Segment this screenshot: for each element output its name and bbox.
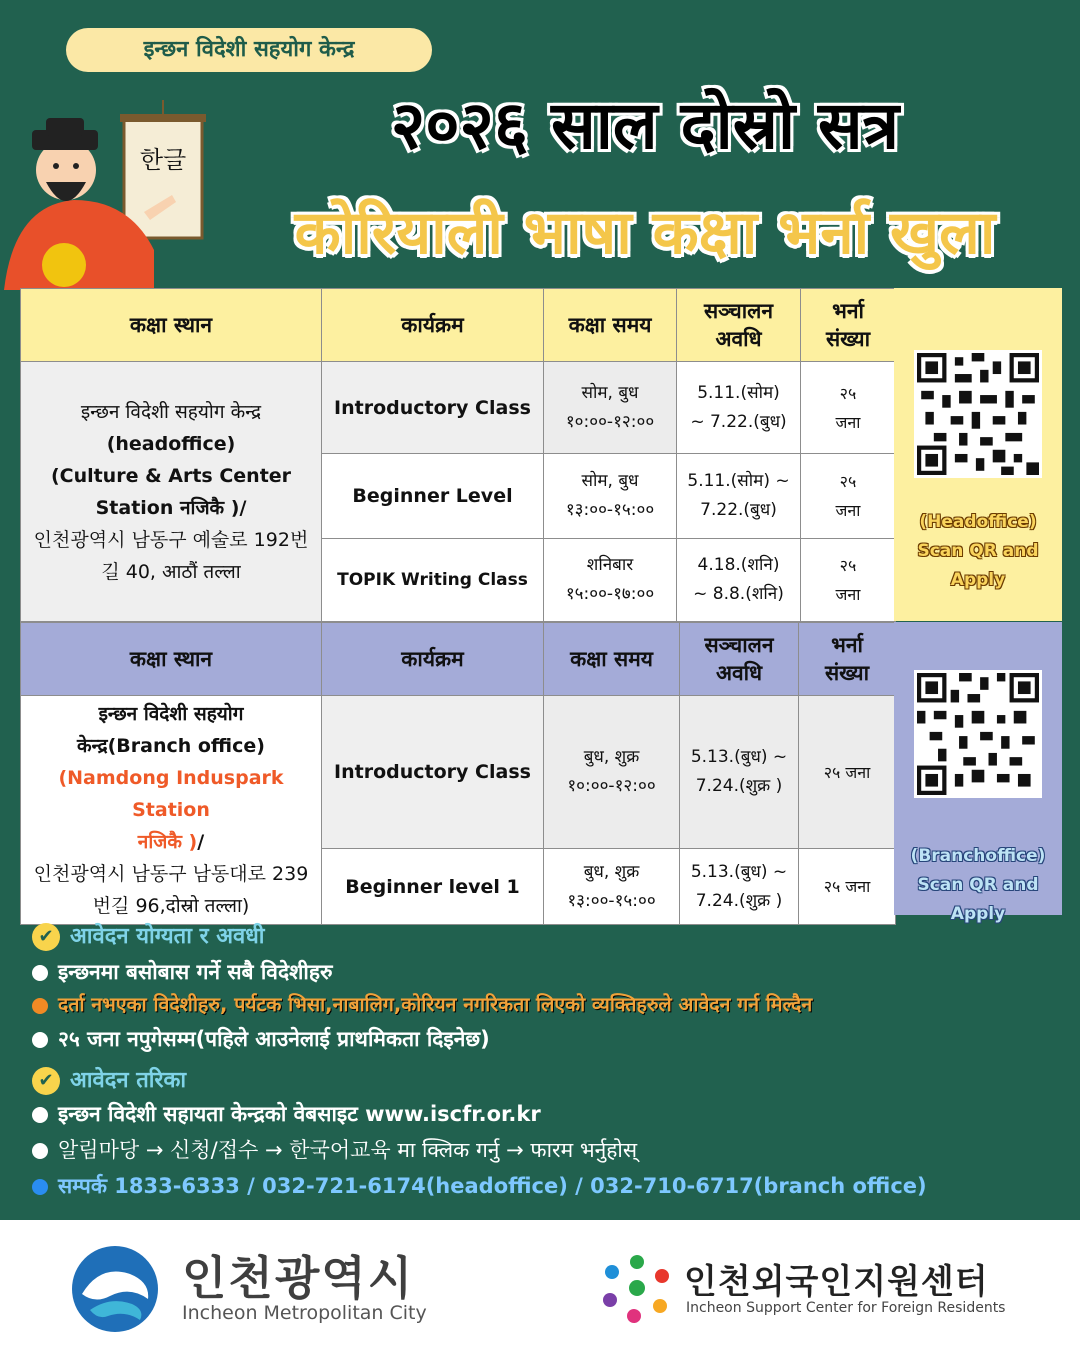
list-item: २५ जना नपुगेसम्म(पहिले आउनेलाई प्राथमिकता दिइनेछ) [32,1025,490,1053]
class-period: 5.11.(सोम) ~ 7.22.(बुध) [677,362,801,454]
header-program: कार्यक्रम [322,289,544,362]
branchoffice-qr-caption: (Branchoffice) Scan QR and Apply [910,846,1046,924]
class-period: 5.13.(बुध) ~ 7.24.(शुक्र ) [680,849,799,925]
header-time: कक्षा समय [544,623,680,696]
support-center-name: 인천외국인지원센터 [684,1262,989,1302]
bullet-icon [32,965,48,981]
eligibility-heading: ✔ आवेदन योग्यता र अवधी [32,920,265,951]
class-period: 5.13.(बुध) ~ 7.24.(शुक्र ) [680,696,799,849]
header-count: भर्ना संख्या [801,289,896,362]
contact-line: सम्पर्क 1833-6333 / 032-721-6174(headoffice) / 032-710-6717(branch office) [32,1172,927,1200]
king-sejong-mascot-icon [4,100,214,290]
program-name: TOPIK Writing Class [322,539,544,622]
header-period: सञ्चालन अवधि [680,623,799,696]
website-link[interactable]: इन्छन विदेशी सहायता केन्द्रको वेबसाइट www.iscfr.or.kr [58,1102,541,1126]
header-time: कक्षा समय [544,289,677,362]
list-item: 알림마당 → 신청/접수 → 한국어교육 मा क्लिक गर्नु → फारम भर्नुहोस् [32,1134,637,1164]
program-name: Beginner Level [322,454,544,539]
method-heading: ✔ आवेदन तरिका [32,1064,186,1095]
class-count: २५ जना [801,454,896,539]
header-location: कक्षा स्थान [21,289,322,362]
list-item: इन्छनमा बसोबास गर्ने सबै विदेशीहरु [32,958,333,986]
class-count: २५ जना [801,362,896,454]
program-name: Introductory Class [322,362,544,454]
branchoffice-qr-panel [894,622,1062,924]
class-time: सोम, बुध १०:००-१२:०० [544,362,677,454]
check-icon: ✔ [32,923,60,951]
headoffice-qr-code-icon[interactable] [914,350,1042,478]
check-icon: ✔ [32,1067,60,1095]
list-item[interactable] [32,1100,541,1128]
bullet-icon [32,998,48,1014]
branchoffice-qr-code-icon[interactable] [914,670,1042,798]
incheon-city-name: 인천광역시 [182,1251,415,1305]
headoffice-qr-panel [894,288,1062,621]
bullet-icon [32,1032,48,1048]
header-count: भर्ना संख्या [799,623,896,696]
branchoffice-schedule-table [20,622,896,925]
headoffice-qr-caption: (Headoffice) Scan QR and Apply [917,512,1039,590]
support-center-logo-icon [600,1250,675,1325]
support-center-subtitle: Incheon Support Center for Foreign Residents [686,1300,1006,1316]
title-line-1: २०२६ साल दोस्रो सत्र [390,87,900,164]
incheon-city-logo-icon [70,1244,160,1334]
class-count: २५ जना [799,696,896,849]
footer [0,1220,1080,1350]
headoffice-location: इन्छन विदेशी सहयोग केन्द्र (headoffice) (Culture & Arts Center Station नजिकै )/ 인천광역시 남동구 예술로 192번 길 40, आठौं तल्ला [21,362,322,622]
class-period: 4.18.(शनि) ~ 8.8.(शनि) [677,539,801,622]
header-program: कार्यक्रम [322,623,544,696]
branchoffice-location: इन्छन विदेशी सहयोग केन्द्र(Branch office) (Namdong Induspark Station नजिकै )/ 인천광역시 남동구 남동대로 239 번길 96,दोस्रो तल्ला) [21,696,322,925]
incheon-city-subtitle: Incheon Metropolitan City [182,1302,427,1324]
class-time: बुध, शुक्र १३:००-१५:०० [544,849,680,925]
mascot-sign-text: 한글 [139,146,187,174]
list-item: दर्ता नभएका विदेशीहरु, पर्यटक भिसा,नाबालिग,कोरियन नगरिकता लिएको व्यक्तिहरुले आवेदन गर्न मिल्दैन [32,990,812,1017]
bullet-icon [32,1143,48,1159]
headoffice-schedule-table [20,288,896,622]
bullet-icon [32,1107,48,1123]
class-time: बुध, शुक्र १०:००-१२:०० [544,696,680,849]
header-location: कक्षा स्थान [21,623,322,696]
header-period: सञ्चालन अवधि [677,289,801,362]
class-count: २५ जना [801,539,896,622]
class-time: सोम, बुध १३:००-१५:०० [544,454,677,539]
class-time: शनिबार १५:००-१७:०० [544,539,677,622]
program-name: Beginner level 1 [322,849,544,925]
title-line-2-text: कोरियाली भाषा कक्षा भर्ना खुला [294,198,996,268]
class-count: २५ जना [799,849,896,925]
class-period: 5.11.(सोम) ~ 7.22.(बुध) [677,454,801,539]
program-name: Introductory Class [322,696,544,849]
bullet-icon [32,1179,48,1195]
title-line-2 [220,188,1070,278]
center-badge: इन्छन विदेशी सहयोग केन्द्र [66,28,432,72]
